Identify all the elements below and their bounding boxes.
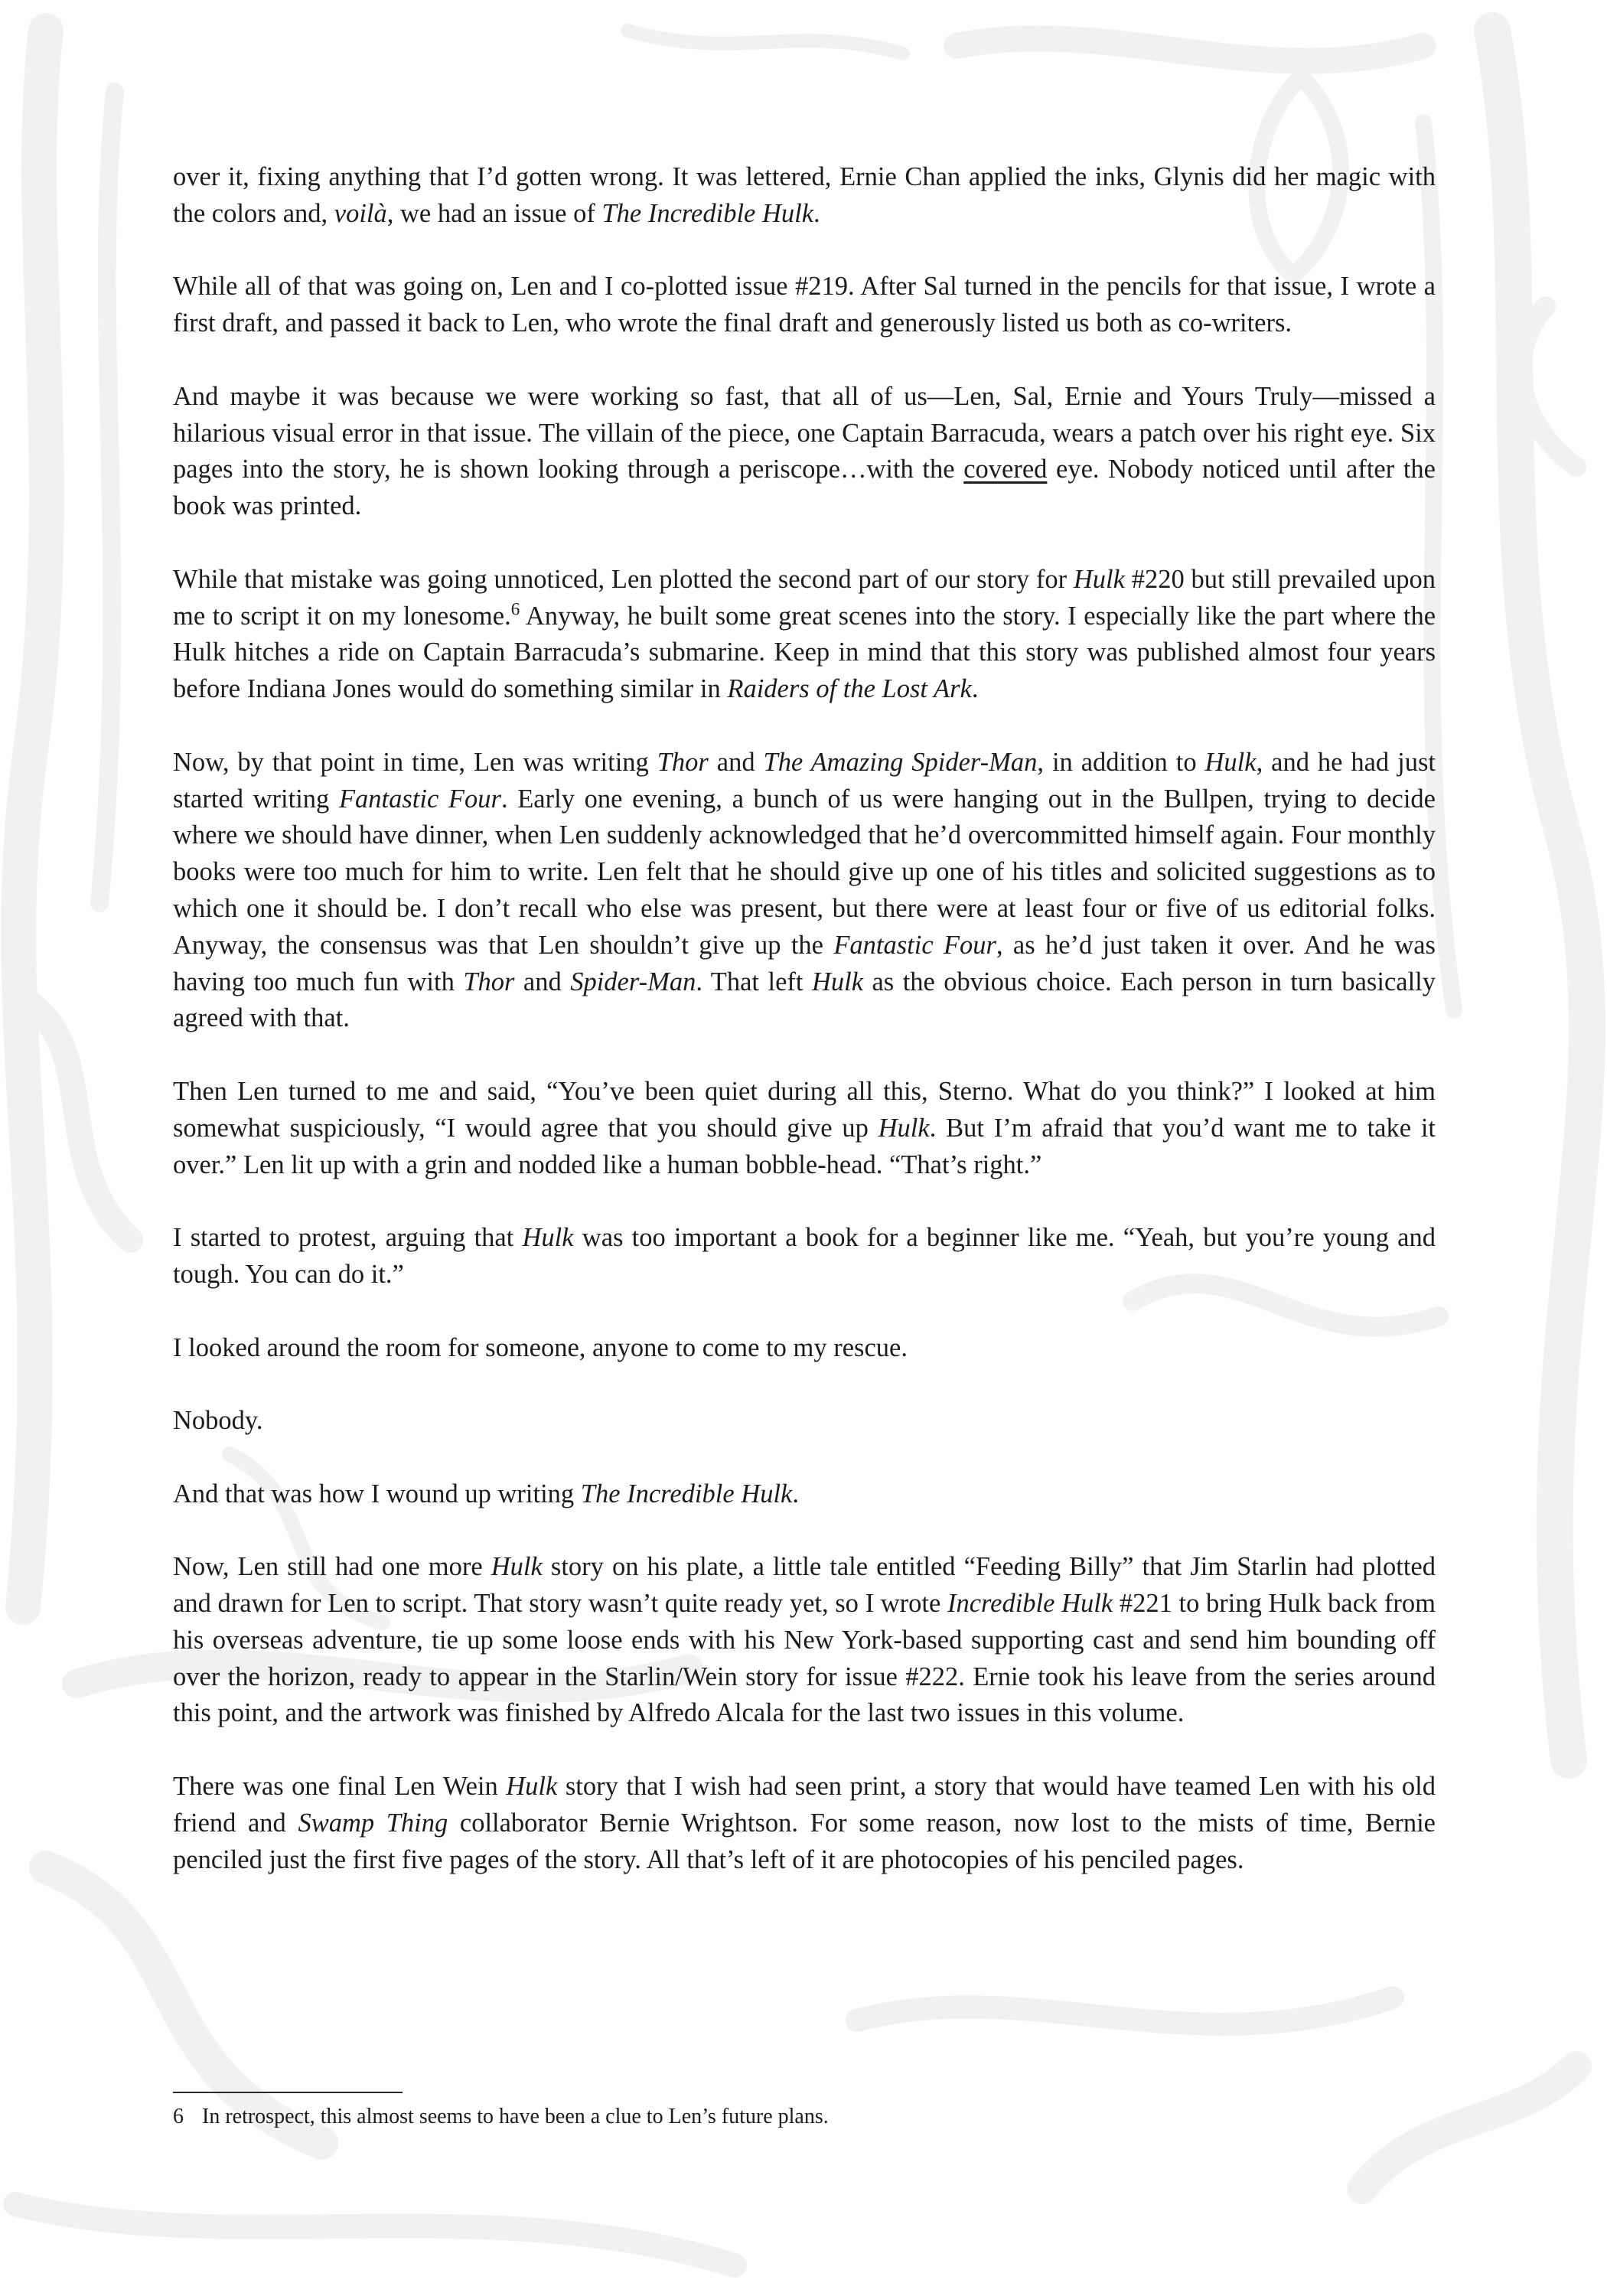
underlined-word: covered: [963, 455, 1048, 484]
paragraph: [173, 1403, 1436, 1440]
paragraph: [173, 1220, 1436, 1293]
text-run: Nobody.: [173, 1406, 263, 1436]
text-run: , as he’d just taken it over. And he was having too much fun with: [173, 930, 1436, 996]
italic-title: The Incredible Hulk: [580, 1479, 793, 1508]
text-run: . But I’m afraid that you’d want me to take it over.” Len lit up with a grin and nodded like a human bobble-head. “That’s right.”: [173, 1113, 1436, 1179]
paragraph: [173, 745, 1436, 1037]
text-run: story on his plate, a little tale entitled “Feeding Billy” that Jim Starlin had plotted and drawn for Len to script. That story wasn’t quite ready yet, so I wrote: [173, 1552, 1436, 1619]
text-run: There was one final Len Wein: [173, 1772, 507, 1802]
text-run: over it, fixing anything that I’d gotten wrong. It was lettered, Ernie Chan applied the inks, Glynis did her magic with the colors and,: [173, 162, 1436, 228]
text-run: , we had an issue of: [386, 198, 602, 228]
text-run: , in addition to: [1037, 747, 1205, 777]
text-run: And that was how I wound up writing: [173, 1479, 581, 1508]
text-run: And maybe it was because we were working so fast, that all of us—Len, Sal, Ernie and Yours Truly—missed a hilarious visual error in that issue. The villain of the piece, one Captain Barracuda, wears a patch over his right eye. Six pages into the story, he is shown looking through a periscope…with the: [173, 381, 1436, 484]
paragraph: [173, 1549, 1436, 1732]
text-run: as the obvious choice. Each person in turn basically agreed with that.: [173, 967, 1436, 1033]
text-run: Anyway, he built some great scenes into the story. I especially like the part where the Hulk hitches a ride on Captain Barracuda’s submarine. Keep in mind that this story was published almost four years before Indiana Jones would do something similar in: [173, 601, 1436, 704]
paragraph: [173, 1476, 1436, 1513]
italic-title: Raiders of the Lost Ark: [727, 674, 972, 704]
italic-title: Hulk: [1073, 564, 1125, 594]
text-run: and: [708, 747, 764, 777]
paragraph: [173, 159, 1436, 233]
italic-title: Spider-Man: [570, 967, 696, 996]
text-run: .: [971, 674, 979, 704]
text-run: I looked around the room for someone, anyone to come to my rescue.: [173, 1332, 908, 1362]
italic-title: The Amazing Spider-Man: [763, 747, 1038, 777]
italic-title: Hulk: [1204, 747, 1257, 777]
italic-title: Thor: [657, 747, 709, 777]
italic-title: Hulk: [878, 1113, 930, 1143]
paragraph: [173, 1330, 1436, 1367]
text-run: .: [813, 198, 820, 228]
italic-title: Hulk: [522, 1223, 574, 1253]
text-run: collaborator Bernie Wrightson. For some reason, now lost to the mists of time, Bernie penciled just the first five pages of the story. All that’s left of it are photocopies of his penciled pages.: [173, 1808, 1436, 1874]
footnote-text: In retrospect, this almost seems to have been a clue to Len’s future plans.: [202, 2105, 829, 2128]
text-run: and: [514, 967, 571, 996]
footnote-number: 6: [173, 2105, 184, 2128]
italic-title: Fantastic Four: [338, 784, 501, 814]
text-run: story that I wish had seen print, a story that would have teamed Len with his old friend and: [173, 1772, 1436, 1838]
paragraph: [173, 379, 1436, 525]
text-run: While that mistake was going unnoticed, Len plotted the second part of our story for: [173, 564, 1074, 594]
italic-title: Fantastic Four: [833, 930, 996, 960]
text-run: . That left: [696, 967, 812, 996]
text-run: While all of that was going on, Len and I co-plotted issue #219. After Sal turned in the pencils for that issue, I wrote a first draft, and passed it back to Len, who wrote the final draft and generously listed us both as co-writers.: [173, 272, 1436, 338]
footnote: [173, 2103, 1436, 2131]
paragraph: [173, 269, 1436, 342]
italic-title: Hulk: [811, 967, 864, 996]
text-run: was too important a book for a beginner like me. “Yeah, but you’re young and tough. You can do it.”: [173, 1223, 1436, 1289]
paragraph: [173, 1769, 1436, 1878]
paragraph: [173, 562, 1436, 708]
text-run: .: [792, 1479, 799, 1508]
italic-title: voilà: [334, 198, 387, 228]
italic-title: Thor: [463, 967, 515, 996]
article-body: [173, 159, 1436, 1915]
italic-title: Hulk: [491, 1552, 543, 1582]
text-run: eye. Nobody noticed until after the book was printed.: [173, 455, 1436, 521]
italic-title: Hulk: [506, 1772, 558, 1802]
text-run: #221 to bring Hulk back from his overseas adventure, tie up some loose ends with his New York-based supporting cast and send him bounding off over the horizon, ready to appear in the Starlin/Wein story for issue #222. Ernie took his leave from the series around this point, and the artwork was finished by Alfredo Alcala for the last two issues in this volume.: [173, 1589, 1436, 1728]
text-run: . Early one evening, a bunch of us were hanging out in the Bullpen, trying to decide where we should have dinner, when Len suddenly acknowledged that he’d overcommitted himself again. Four monthly books were too much for him to write. Len felt that he should give up one of his titles and solicited suggestions as to which one it should be. I don’t recall who else was present, but there were at least four or five of us editorial folks. Anyway, the consensus was that Len shouldn’t give up the: [173, 784, 1436, 960]
text-run: I started to protest, arguing that: [173, 1223, 523, 1253]
italic-title: Swamp Thing: [298, 1808, 448, 1838]
italic-title: The Incredible Hulk: [601, 198, 814, 228]
footnote-divider: [173, 2092, 403, 2093]
italic-title: Incredible Hulk: [947, 1589, 1113, 1619]
text-run: , and he had just started writing: [173, 747, 1436, 814]
text-run: Then Len turned to me and said, “You’ve been quiet during all this, Sterno. What do you think?” I looked at him somewhat suspiciously, “I would agree that you should give up: [173, 1076, 1436, 1143]
text-run: Now, Len still had one more: [173, 1552, 491, 1582]
text-run: Now, by that point in time, Len was writing: [173, 747, 657, 777]
paragraph: [173, 1074, 1436, 1183]
footnote-reference: 6: [510, 599, 520, 619]
text-run: #220 but still prevailed upon me to script it on my lonesome.: [173, 564, 1436, 631]
